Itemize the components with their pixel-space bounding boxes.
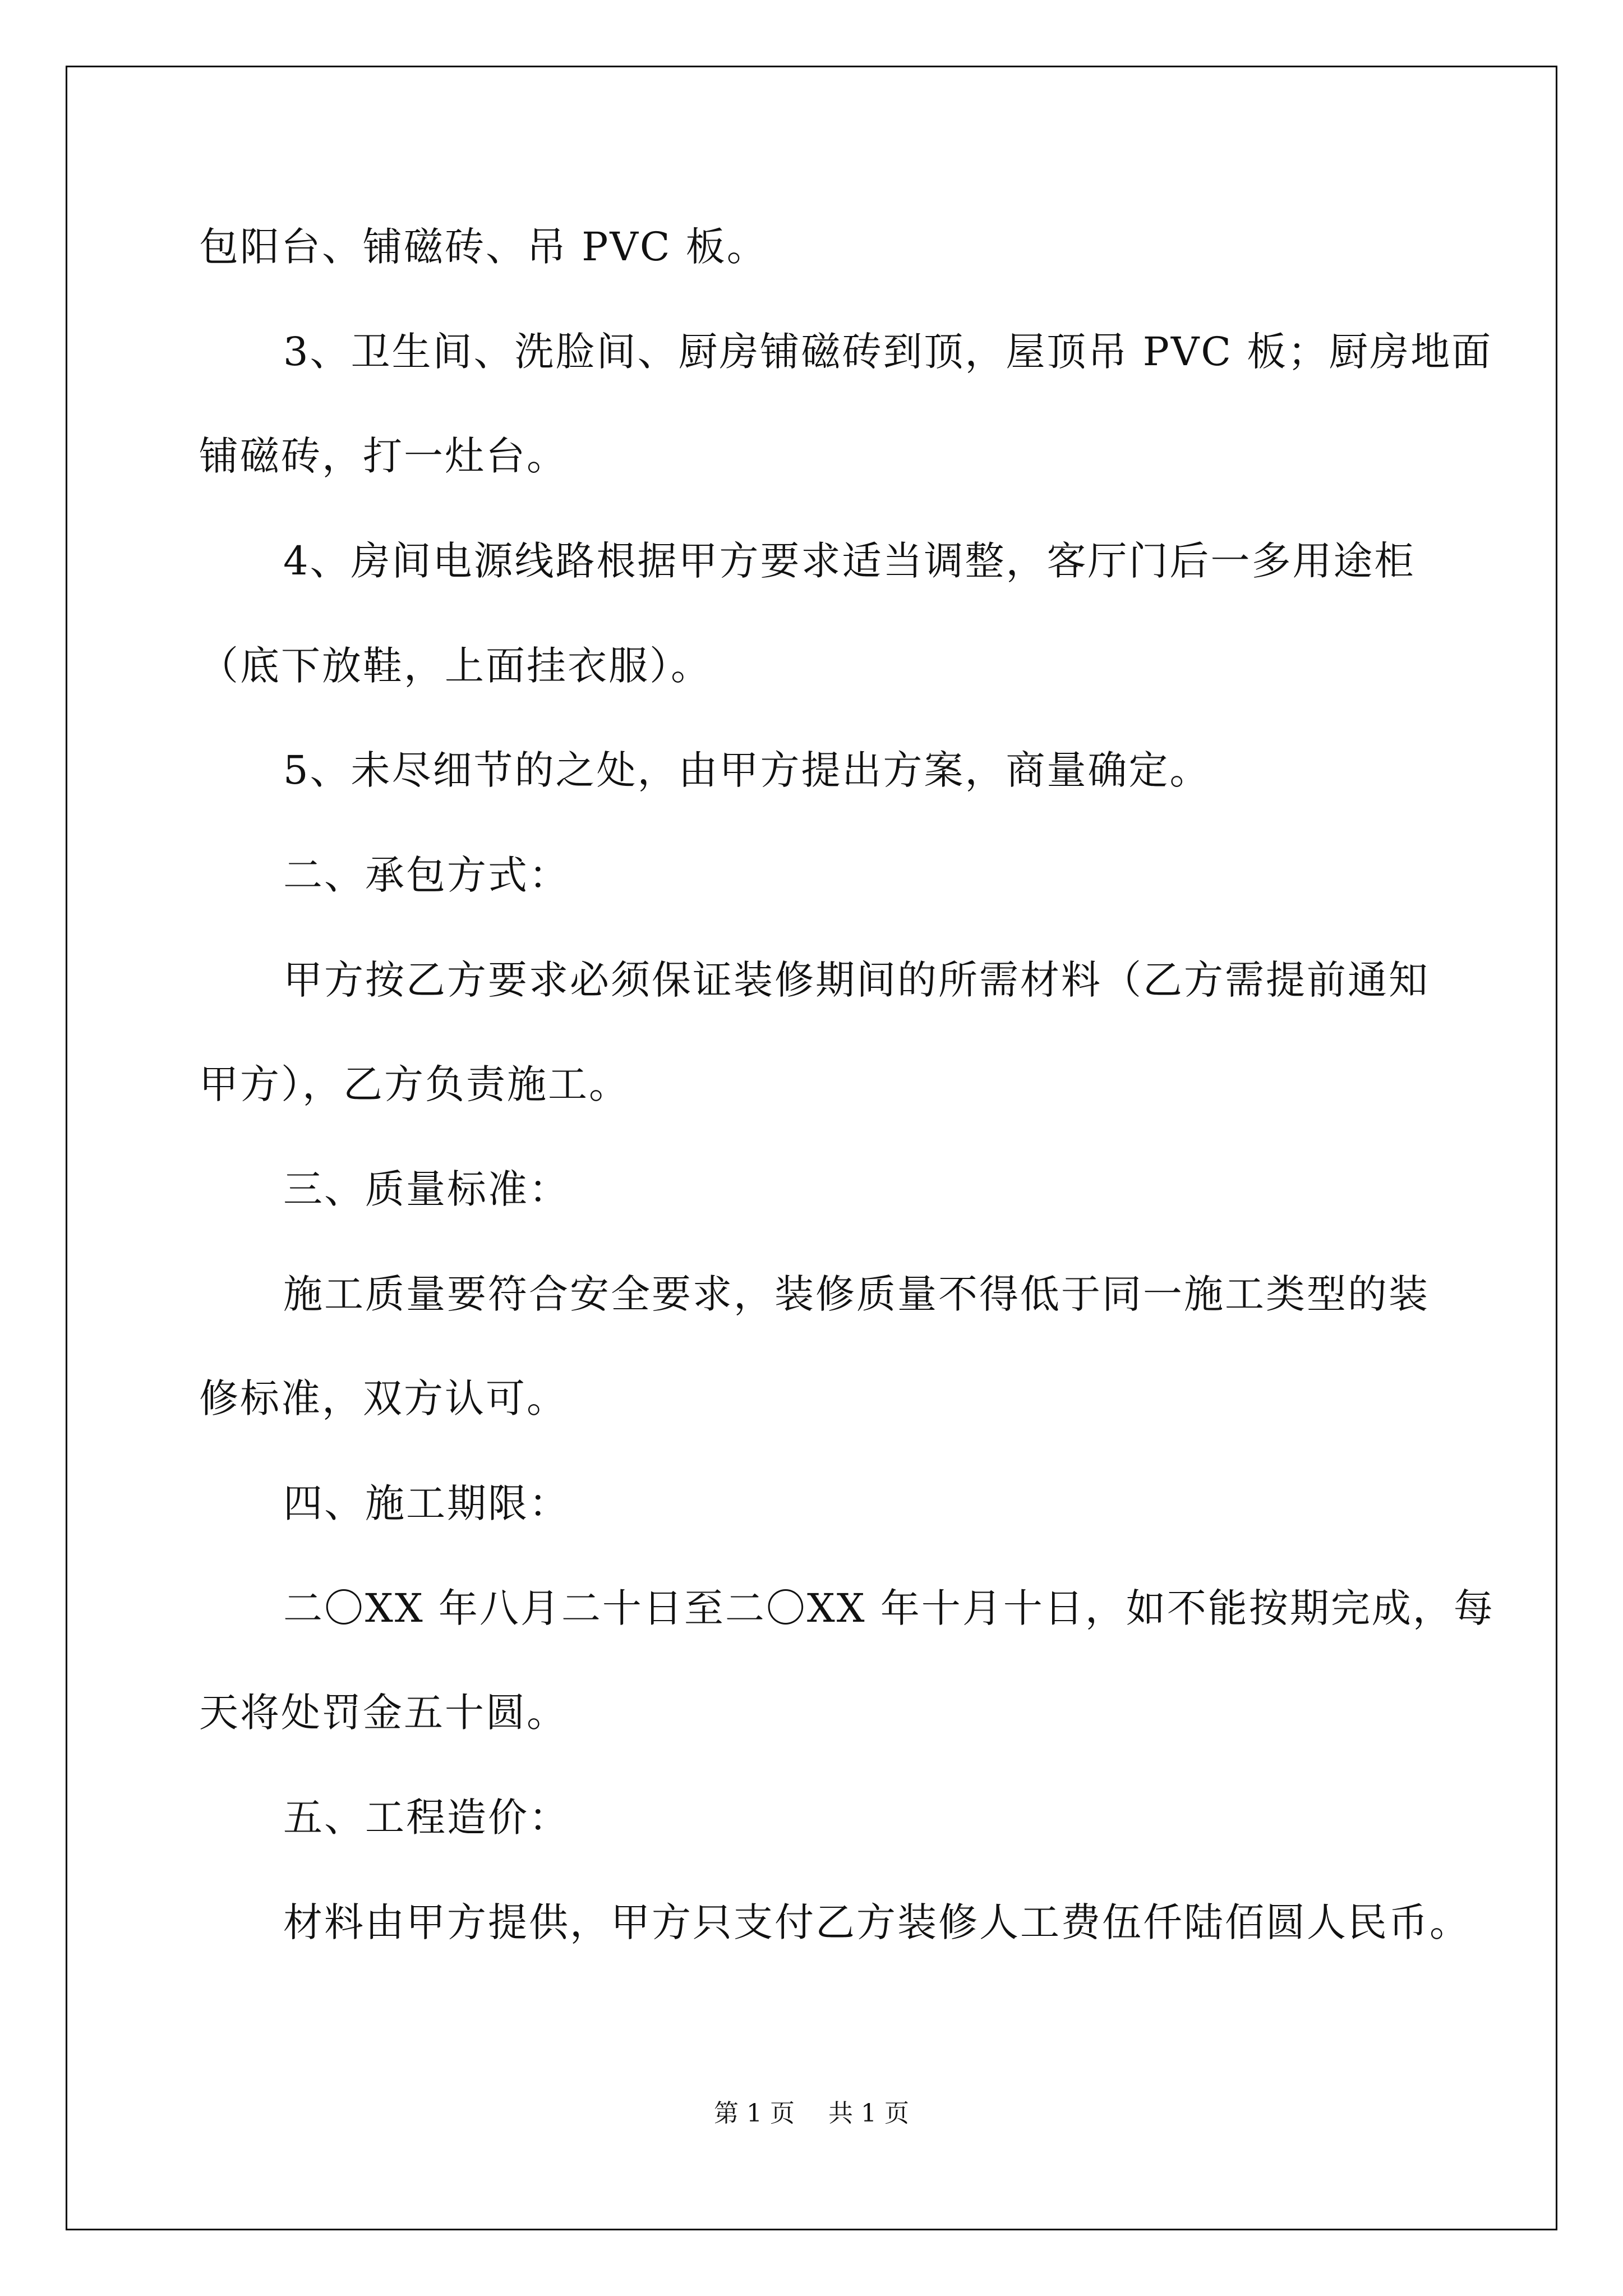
section-heading-project-cost: 五、工程造价：	[283, 1795, 570, 1841]
page-number: 第 1 页	[714, 2099, 795, 2128]
body-line-17: 材料由甲方提供，甲方只支付乙方装修人工费伍仟陆佰圆人民币。	[283, 1899, 1470, 1945]
body-line-1: 包阳台、铺磁砖、吊 PVC 板。	[199, 224, 768, 270]
body-line-2: 3、卫生间、洗脸间、厨房铺磁砖到顶，屋顶吊 PVC 板；厨房地面	[283, 329, 1493, 375]
total-pages: 共 1 页	[828, 2099, 909, 2128]
body-line-8: 甲方按乙方要求必须保证装修期间的所需材料（乙方需提前通知	[283, 957, 1430, 1003]
body-line-4: 4、房间电源线路根据甲方要求适当调整，客厅门后一多用途柜	[283, 538, 1415, 584]
body-line-14: 二〇XX 年八月二十日至二〇XX 年十月十日，如不能按期完成，每	[283, 1585, 1495, 1631]
body-line-12: 修标准，双方认可。	[199, 1375, 568, 1421]
body-line-5: （底下放鞋，上面挂衣服）。	[199, 643, 712, 689]
body-line-11: 施工质量要符合安全要求，装修质量不得低于同一施工类型的装	[283, 1271, 1430, 1317]
section-heading-quality-standard: 三、质量标准：	[283, 1166, 570, 1212]
body-line-3: 铺磁砖，打一灶台。	[199, 433, 568, 479]
section-heading-contract-method: 二、承包方式：	[283, 852, 570, 898]
page-footer	[0, 2097, 1623, 2131]
body-line-9: 甲方），乙方负责施工。	[199, 1061, 630, 1107]
body-line-15: 天将处罚金五十圆。	[199, 1690, 568, 1736]
body-line-6: 5、未尽细节的之处，由甲方提出方案，商量确定。	[283, 747, 1211, 793]
section-heading-construction-period: 四、施工期限：	[283, 1480, 570, 1526]
